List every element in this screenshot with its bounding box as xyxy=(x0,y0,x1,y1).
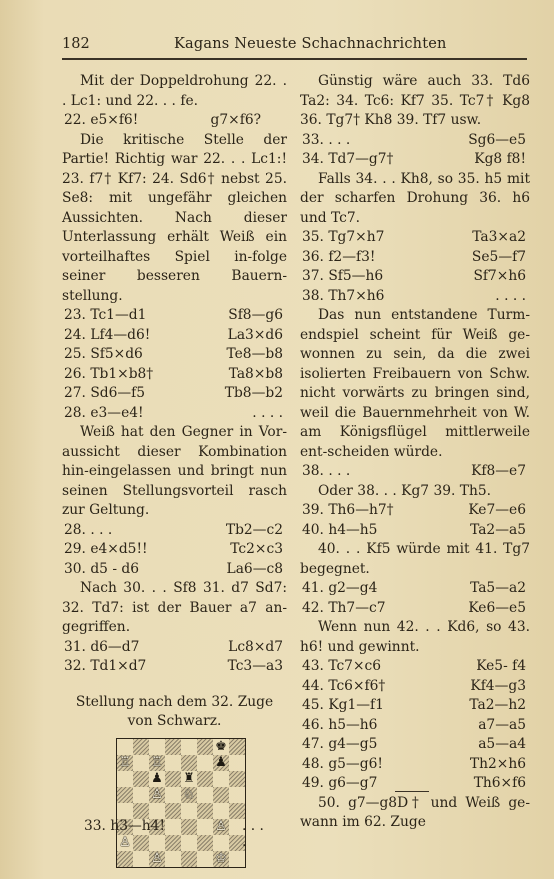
black-move: Th2×h6 xyxy=(469,755,526,772)
chess-piece-icon: ♘ xyxy=(183,786,195,802)
board-square xyxy=(197,787,213,803)
move-row xyxy=(62,306,287,326)
board-square xyxy=(165,755,181,771)
white-move: 31. d6—d7 xyxy=(64,638,140,655)
white-move: 41. g2—g4 xyxy=(302,580,378,596)
chess-piece-icon: ♔ xyxy=(215,850,227,866)
white-move: 47. g4—g5 xyxy=(302,736,378,752)
black-move: g7×f6? xyxy=(210,112,261,128)
move-row xyxy=(300,131,530,151)
paragraph: Oder 38. . . Kg7 39. Th5. xyxy=(318,482,492,499)
board-square xyxy=(133,851,149,867)
board-square xyxy=(213,803,229,819)
white-move: 34. Td7—g7† xyxy=(302,151,394,167)
move-row xyxy=(62,657,287,677)
board-square xyxy=(181,739,197,755)
left-column xyxy=(62,72,287,874)
white-move: 42. Th7—c7 xyxy=(302,599,386,616)
end-rule xyxy=(395,791,429,792)
board-square xyxy=(117,803,133,819)
black-move: Tb8—b2 xyxy=(224,385,283,401)
move-row xyxy=(300,501,530,521)
board-square xyxy=(149,771,165,787)
move-row xyxy=(62,111,287,131)
paragraph: Das nun entstandene Turm-endspiel scheint für Weiß ge-wonnen zu sein, da die zwei isolierten Freibauern von Schw. nicht vorwärts zu bringen sind, weil die Bauernmehrheit von W. am Königsflügel mittlerweile ent-scheiden würde. xyxy=(300,307,530,460)
paragraph: Falls 34. . . Kh8, so 35. h5 mit der scharfen Drohung 36. h6 und Tc7. xyxy=(300,170,530,226)
white-move: 38. Th7×h6 xyxy=(302,287,385,304)
board-square xyxy=(229,771,245,787)
black-move: Kg8 f8! xyxy=(474,151,526,167)
running-title: Kagans Neueste Schachnachrichten xyxy=(174,36,447,52)
board-square xyxy=(149,739,165,755)
paragraph: Mit der Doppeldrohung 22. . . Lc1: und 22. . . fe. xyxy=(62,73,287,109)
move-row xyxy=(300,599,530,619)
board-square xyxy=(229,787,245,803)
white-move: 38. . . . xyxy=(302,463,351,479)
move-row xyxy=(300,521,530,541)
board-square xyxy=(181,803,197,819)
move-row xyxy=(300,657,530,677)
board-square xyxy=(117,755,133,771)
paragraph: Wenn nun 42. . . Kd6, so 43. h6! und gewinnt. xyxy=(300,619,530,655)
move-row xyxy=(300,267,530,287)
white-move: 35. Tg7×h7 xyxy=(302,229,385,245)
white-move: 48. g5—g6! xyxy=(302,755,383,772)
white-move: 27. Sd6—f5 xyxy=(64,385,146,401)
board-square xyxy=(213,739,229,755)
board-square xyxy=(229,755,245,771)
black-move: Te8—b8 xyxy=(226,346,283,362)
move-row xyxy=(62,521,287,541)
white-move: 25. Sf5×d6 xyxy=(64,346,143,362)
chess-piece-icon: ♙ xyxy=(151,850,163,866)
board-square xyxy=(181,771,197,787)
board-square xyxy=(197,803,213,819)
board-square xyxy=(165,835,181,851)
chessboard xyxy=(116,738,246,868)
move-row xyxy=(300,248,530,268)
board-square xyxy=(197,835,213,851)
move-row xyxy=(300,287,530,307)
black-move: Ta2—h2 xyxy=(469,697,526,713)
move-list xyxy=(62,521,287,580)
chess-piece-icon: ♙ xyxy=(119,834,131,850)
move-list xyxy=(300,131,530,170)
board-square xyxy=(117,787,133,803)
black-move: Ta3×a2 xyxy=(472,229,526,245)
move-list xyxy=(300,579,530,618)
black-move: Lc8×d7 xyxy=(228,638,283,655)
chess-piece-icon: ♟ xyxy=(151,770,163,786)
board-square xyxy=(149,851,165,867)
black-move: Tc2×c3 xyxy=(230,541,283,557)
move-row xyxy=(62,365,287,385)
board-square xyxy=(117,771,133,787)
white-move: 37. Sf5—h6 xyxy=(302,268,384,284)
move-row xyxy=(62,560,287,580)
board-square xyxy=(149,787,165,803)
move-list xyxy=(62,306,287,423)
board-square xyxy=(165,739,181,755)
move-row xyxy=(62,540,287,560)
chess-piece-icon: ♙ xyxy=(215,818,227,834)
white-move: 28. e3—e4! xyxy=(64,404,144,421)
black-move: Ke7—e6 xyxy=(468,502,526,518)
chess-piece-icon: ♖ xyxy=(119,754,131,770)
right-column xyxy=(300,72,530,833)
white-move: 26. Tb1×b8† xyxy=(64,365,154,382)
black-move: La6—c8 xyxy=(226,560,283,577)
move-list xyxy=(300,501,530,540)
board-square xyxy=(213,835,229,851)
board-square xyxy=(133,771,149,787)
chess-piece-icon: ♜ xyxy=(183,770,195,786)
move-list xyxy=(300,228,530,306)
paragraph: 40. . . Kf5 würde mit 41. Tg7 begegnet. xyxy=(300,541,530,577)
board-square xyxy=(149,803,165,819)
paragraph: 50. g7—g8D† und Weiß ge-wann im 62. Zuge xyxy=(300,794,530,830)
black-move: Sf8—g6 xyxy=(228,307,283,323)
chess-piece-icon: ♖ xyxy=(151,754,163,770)
chess-piece-icon: ♚ xyxy=(215,738,227,754)
black-move: . . . . xyxy=(252,404,283,421)
board-square xyxy=(229,739,245,755)
move-row xyxy=(62,345,287,365)
white-move: 39. Th6—h7† xyxy=(302,502,394,518)
black-move: Ta8×b8 xyxy=(228,365,283,382)
board-square xyxy=(229,803,245,819)
paragraph: Weiß hat den Gegner in Vor-aussicht dieser Kombination hin-eingelassen und bringt nun seinen Stellungsvorteil rasch zur Geltung. xyxy=(62,424,287,518)
black-move: Ta2—a5 xyxy=(470,521,526,538)
black-move: a5—a4 xyxy=(478,736,526,752)
board-square xyxy=(197,771,213,787)
black-move: La3×d6 xyxy=(227,326,283,343)
board-square xyxy=(181,835,197,851)
move-row xyxy=(300,150,530,170)
move-row xyxy=(62,404,287,424)
white-move: 23. Tc1—d1 xyxy=(64,307,147,323)
white-move: 49. g6—g7 xyxy=(302,775,378,791)
board-square xyxy=(213,851,229,867)
white-move: 33. h3—h4! xyxy=(84,818,165,834)
move-row xyxy=(300,677,530,697)
move-row xyxy=(300,755,530,775)
board-square xyxy=(117,835,133,851)
move-list xyxy=(300,657,530,794)
black-move: Ke6—e5 xyxy=(468,599,526,616)
black-move: Kf8—e7 xyxy=(471,463,526,479)
board-square xyxy=(149,835,165,851)
board-square xyxy=(213,755,229,771)
move-row xyxy=(300,696,530,716)
white-move: 45. Kg1—f1 xyxy=(302,697,384,713)
move-row xyxy=(300,716,530,736)
diagram-caption: Stellung nach dem 32. Zuge von Schwarz. xyxy=(75,693,274,729)
board-square xyxy=(181,755,197,771)
chess-piece-icon: ♙ xyxy=(151,786,163,802)
black-move: Sf7×h6 xyxy=(473,268,526,284)
page-number: 182 xyxy=(62,36,90,52)
board-square xyxy=(165,771,181,787)
board-square xyxy=(181,851,197,867)
board-square xyxy=(213,771,229,787)
black-move: Tb2—c2 xyxy=(225,521,283,538)
running-header xyxy=(62,36,527,60)
paragraph: Die kritische Stelle der Partie! Richtig war 22. . . Lc1:! 23. f7† Kf7: 24. Sd6† nebst 25. Se8: mit ungefähr gleichen Aussichten. Nach dieser Unterlassung erhält Weiß ein vorteilhaftes Spiel in-folge seiner besseren Bauern-stellung. xyxy=(62,131,287,304)
move-row xyxy=(62,638,287,658)
white-move: 36. f2—f3! xyxy=(302,248,376,265)
black-move: Sg6—e5 xyxy=(468,131,526,148)
white-move: 44. Tc6×f6† xyxy=(302,677,386,694)
white-move: 29. e4×d5!! xyxy=(64,541,148,557)
white-move: 24. Lf4—d6! xyxy=(64,326,151,343)
board-square xyxy=(117,851,133,867)
board-square xyxy=(213,787,229,803)
white-move: 33. . . . xyxy=(302,131,351,148)
white-move: 46. h5—h6 xyxy=(302,716,378,733)
white-move: 28. . . . xyxy=(64,521,113,538)
board-square xyxy=(133,835,149,851)
move-row xyxy=(300,579,530,599)
move-row xyxy=(300,735,530,755)
paragraph: Nach 30. . . Sf8 31. d7 Sd7: 32. Td7: ist der Bauer a7 an-gegriffen. xyxy=(62,580,287,635)
black-move: a7—a5 xyxy=(478,716,526,733)
board-square xyxy=(197,851,213,867)
move-list xyxy=(62,638,287,677)
black-move: Tc3—a3 xyxy=(227,658,283,674)
black-move: Th6×f6 xyxy=(473,775,526,791)
board-square xyxy=(197,739,213,755)
board-square xyxy=(133,803,149,819)
board-square xyxy=(165,787,181,803)
black-move: Se5—f7 xyxy=(471,248,526,265)
white-move: 30. d5 - d6 xyxy=(64,560,139,577)
white-move: 43. Tc7×c6 xyxy=(302,658,382,674)
final-move-row xyxy=(84,818,264,850)
move-row xyxy=(300,228,530,248)
board-square xyxy=(133,787,149,803)
white-move: 40. h4—h5 xyxy=(302,521,378,538)
board-square xyxy=(229,851,245,867)
board-square xyxy=(165,851,181,867)
board-square xyxy=(181,787,197,803)
board-square xyxy=(133,755,149,771)
chess-piece-icon: ♟ xyxy=(215,754,227,770)
black-move: . . . . xyxy=(242,818,264,850)
paragraph: Günstig wäre auch 33. Td6 Ta2: 34. Tc6: Kf7 35. Tc7† Kg8 36. Tg7† Kh8 39. Tf7 usw. xyxy=(300,73,530,128)
white-move: 32. Td1×d7 xyxy=(64,658,147,674)
white-move: 22. e5×f6! xyxy=(64,112,139,128)
black-move: Ta5—a2 xyxy=(470,580,526,596)
board-square xyxy=(197,755,213,771)
black-move: Kf4—g3 xyxy=(470,677,526,694)
black-move: Ke5- f4 xyxy=(476,658,526,674)
board-square xyxy=(149,755,165,771)
move-row xyxy=(300,462,530,482)
chess-diagram xyxy=(116,738,246,874)
board-square xyxy=(133,739,149,755)
move-row xyxy=(62,384,287,404)
board-square xyxy=(117,739,133,755)
board-square xyxy=(165,803,181,819)
black-move: . . . . xyxy=(495,287,526,304)
move-row xyxy=(62,326,287,346)
